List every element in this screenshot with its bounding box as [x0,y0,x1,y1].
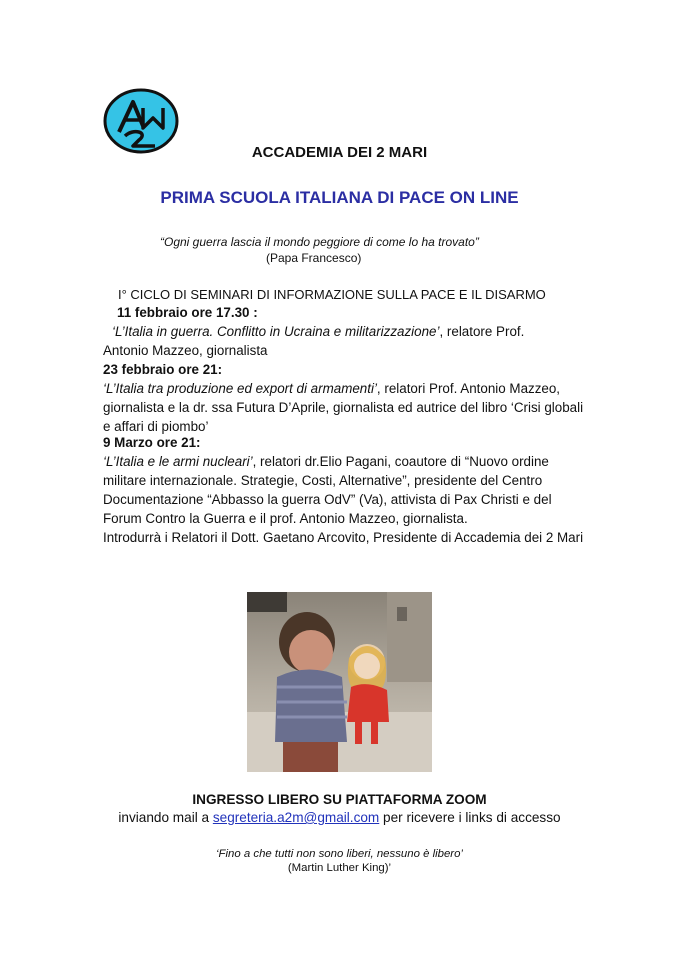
seminar-1-date [117,303,258,322]
seminar-3 [103,433,593,547]
quote-bottom-text: ‘Fino a che tutti non sono liberi, nessuno è libero’ [216,848,463,860]
access-title: INGRESSO LIBERO SU PIATTAFORMA ZOOM [192,792,487,807]
access-suffix: per ricevere i links di accesso [379,810,561,825]
seminar-title: ‘L’Italia e le armi nucleari’ [103,454,253,469]
email-link[interactable]: segreteria.a2m@gmail.com [212,810,380,825]
seminar-text: , relatore Prof. [439,324,525,339]
seminar-title: ‘L’Italia tra produzione ed export di armamenti’ [103,381,377,396]
quote-top-text: “Ogni guerra lascia il mondo peggiore di come lo ha trovato” [160,235,479,249]
seminar-2 [103,360,593,436]
photo-illustration [247,592,432,772]
seminar-text: , relatori dr.Elio Pagani, coautore di “Nuovo ordine militare internazionale. Strategie, Costi, Alternative”, presidente del Centro Documentazione “Abbasso la guerra OdV” (Va), attivista di Pax Christi e del Forum Contro la Guerra e il prof. Antonio Mazzeo, giornalista. [103,454,552,526]
access-prefix: inviando mail a [118,810,213,825]
seminar-date: 11 febbraio ore 17.30 : [117,305,258,320]
access-instructions [0,810,679,825]
quote-bottom-author: (Martin Luther King)’ [287,862,392,874]
seminar-1-details [103,322,593,360]
quote-top-author: (Papa Francesco) [266,251,362,265]
seminar-text: , relatori Prof. Antonio Mazzeo, giornalista e la dr. ssa Futura D’Aprile, giornalista ed autrice del libro ‘Crisi globali e affari di piombo’ [103,381,584,434]
organization-name: ACCADEMIA DEI 2 MARI [251,144,428,161]
seminar-title: ‘L’Italia in guerra. Conflitto in Ucraina e militarizzazione’ [112,324,440,339]
cycle-title: I° CICLO DI SEMINARI DI INFORMAZIONE SULLA PACE E IL DISARMO [118,287,546,302]
speakers-introduction: Introdurrà i Relatori il Dott. Gaetano Arcovito, Presidente di Accademia dei 2 Mari [103,530,584,545]
school-title: PRIMA SCUOLA ITALIANA DI PACE ON LINE [160,188,519,207]
child-with-doll-photo [247,592,432,772]
seminar-date: 9 Marzo ore 21: [103,435,201,450]
seminar-date: 23 febbraio ore 21: [103,362,223,377]
seminar-text-line2: Antonio Mazzeo, giornalista [103,343,268,358]
